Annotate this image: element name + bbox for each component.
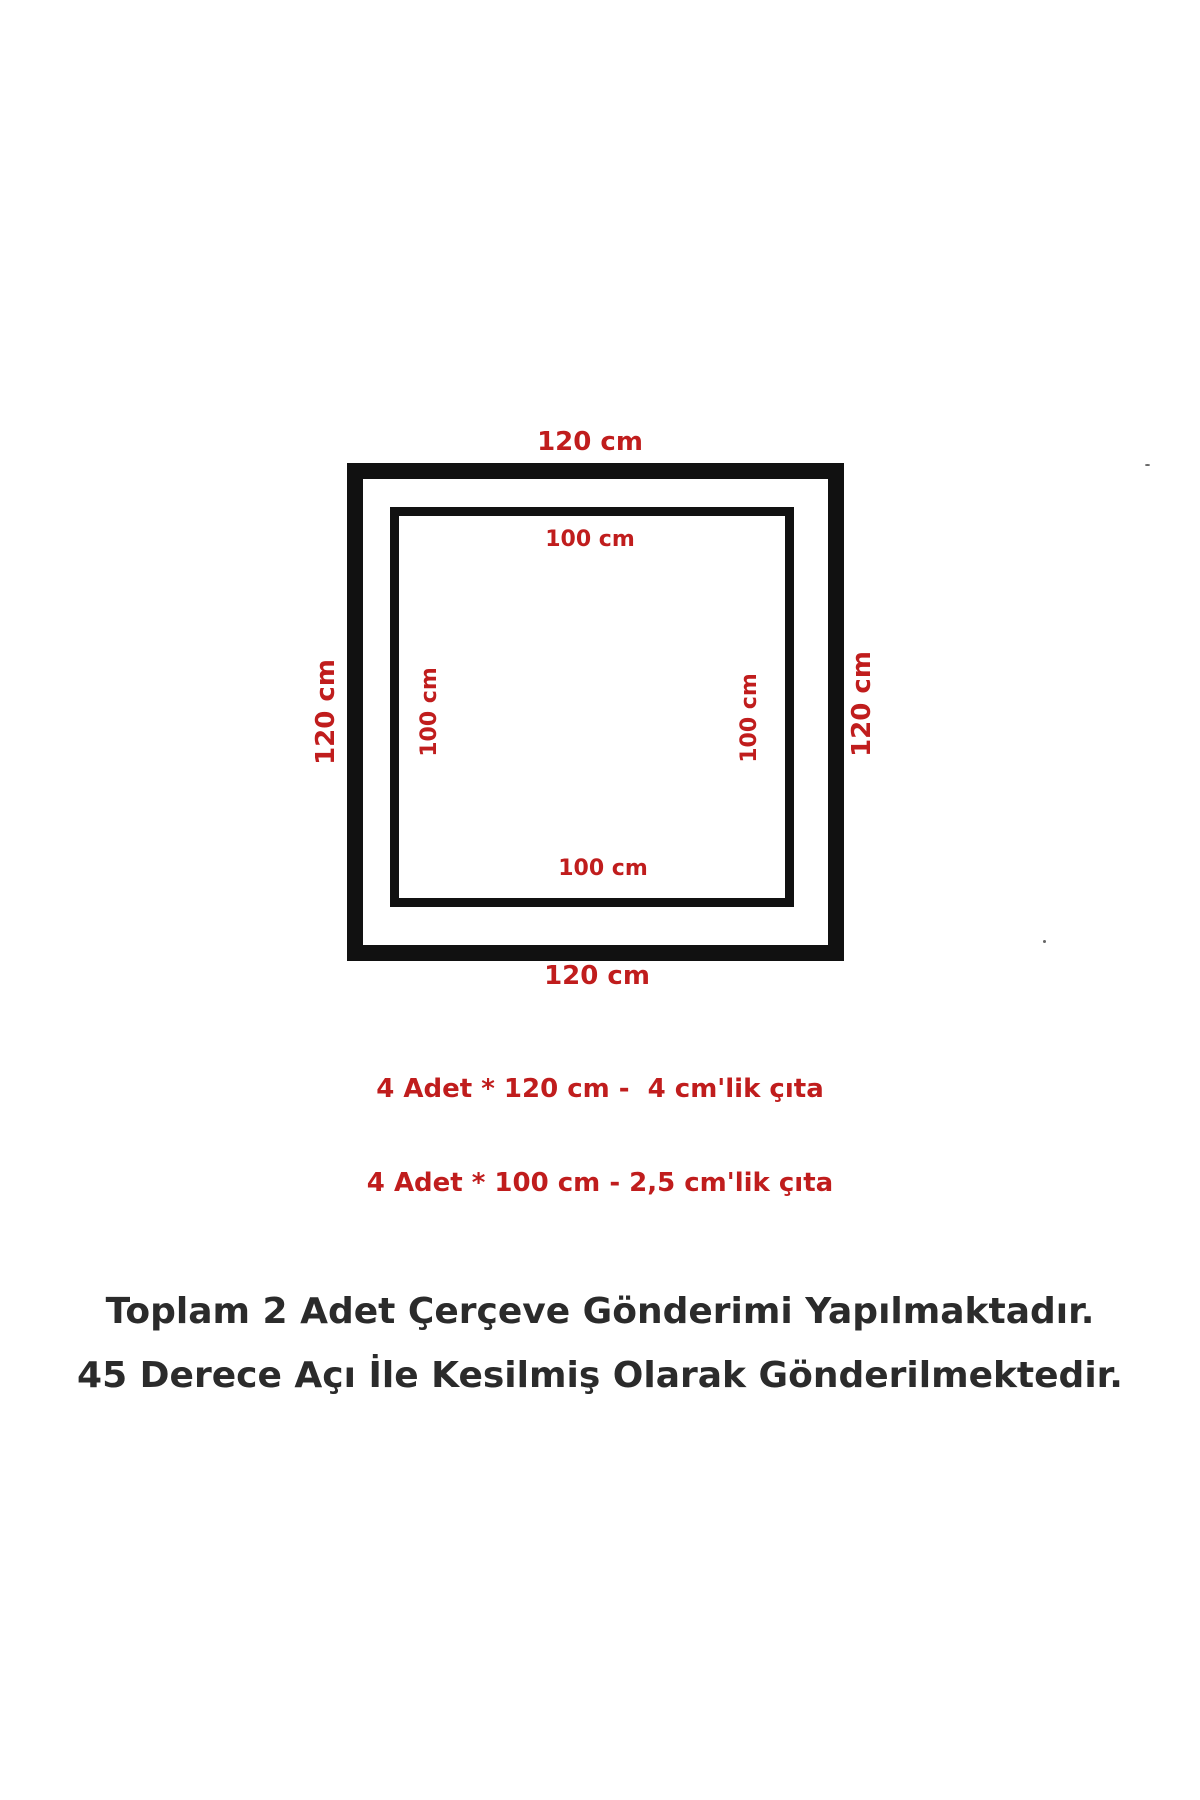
inner-frame-right-label: 100 cm bbox=[737, 673, 762, 763]
inner-frame bbox=[390, 507, 794, 907]
inner-frame-top-label: 100 cm bbox=[545, 527, 635, 552]
summary-line-2: 45 Derece Açı İle Kesilmiş Olarak Gönderilmektedir. bbox=[77, 1355, 1123, 1396]
inner-frame-bottom-label: 100 cm bbox=[558, 856, 648, 881]
artifact-mark bbox=[1145, 464, 1150, 466]
outer-frame-left-label: 120 cm bbox=[311, 659, 341, 765]
outer-frame-top-label: 120 cm bbox=[537, 427, 643, 457]
artifact-mark bbox=[1043, 940, 1046, 943]
material-note-inner: 4 Adet * 100 cm - 2,5 cm'lik çıta bbox=[366, 1168, 834, 1198]
inner-frame-left-label: 100 cm bbox=[417, 667, 442, 757]
material-note-outer: 4 Adet * 120 cm - 4 cm'lik çıta bbox=[376, 1074, 824, 1104]
summary-line-1: Toplam 2 Adet Çerçeve Gönderimi Yapılmaktadır. bbox=[105, 1291, 1095, 1332]
outer-frame-right-label: 120 cm bbox=[847, 651, 877, 757]
outer-frame-bottom-label: 120 cm bbox=[544, 961, 650, 991]
